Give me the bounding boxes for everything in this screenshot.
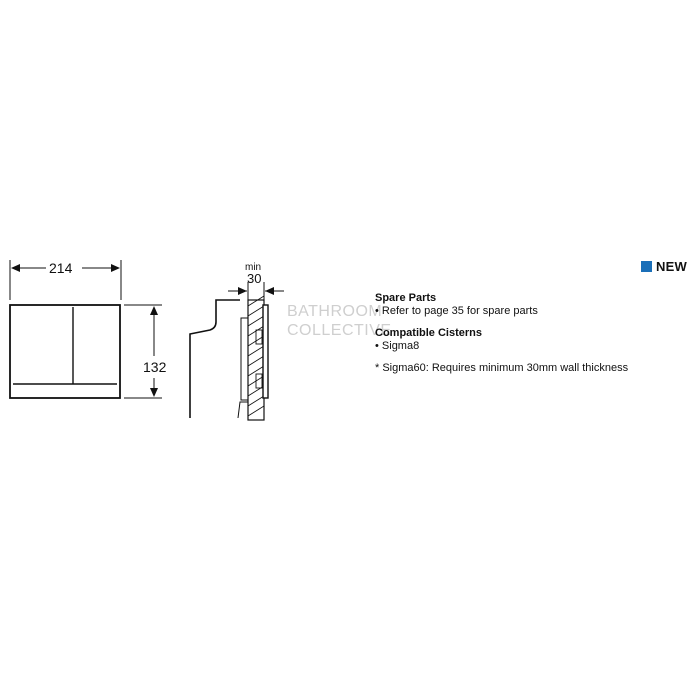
new-badge-square-icon: [641, 261, 652, 272]
side-section-drawing: [180, 250, 290, 425]
mechanism-lower: [238, 402, 248, 418]
min-label: min: [245, 262, 262, 273]
width-arrow-left: [11, 264, 20, 272]
compatible-cisterns-heading: Compatible Cisterns: [375, 327, 482, 339]
width-dimension-label: 214: [49, 260, 73, 276]
wall-arrow-left: [238, 287, 247, 295]
spare-parts-heading: Spare Parts: [375, 292, 437, 304]
wall-thickness-note: * Sigma60: Requires minimum 30mm wall thickness: [375, 362, 629, 374]
compatible-cisterns-item: • Sigma8: [375, 340, 420, 352]
wall-panel: [248, 300, 264, 420]
wall-arrow-right: [265, 287, 274, 295]
wall-thickness-label: 30: [247, 271, 262, 286]
width-arrow-right: [111, 264, 120, 272]
watermark-line2: COLLECTIVE: [287, 322, 392, 339]
new-badge-text: NEW: [656, 258, 687, 274]
height-arrow-bottom: [150, 388, 158, 397]
new-badge: [641, 258, 687, 274]
height-arrow-top: [150, 306, 158, 315]
height-dimension-label: 132: [143, 359, 167, 375]
cistern-outline: [190, 300, 240, 418]
spare-parts-item: • Refer to page 35 for spare parts: [375, 305, 538, 317]
plate-profile: [263, 305, 268, 398]
mechanism-frame: [241, 318, 248, 400]
product-info: [375, 292, 675, 375]
watermark-line1: BATHROOM: [287, 303, 383, 320]
